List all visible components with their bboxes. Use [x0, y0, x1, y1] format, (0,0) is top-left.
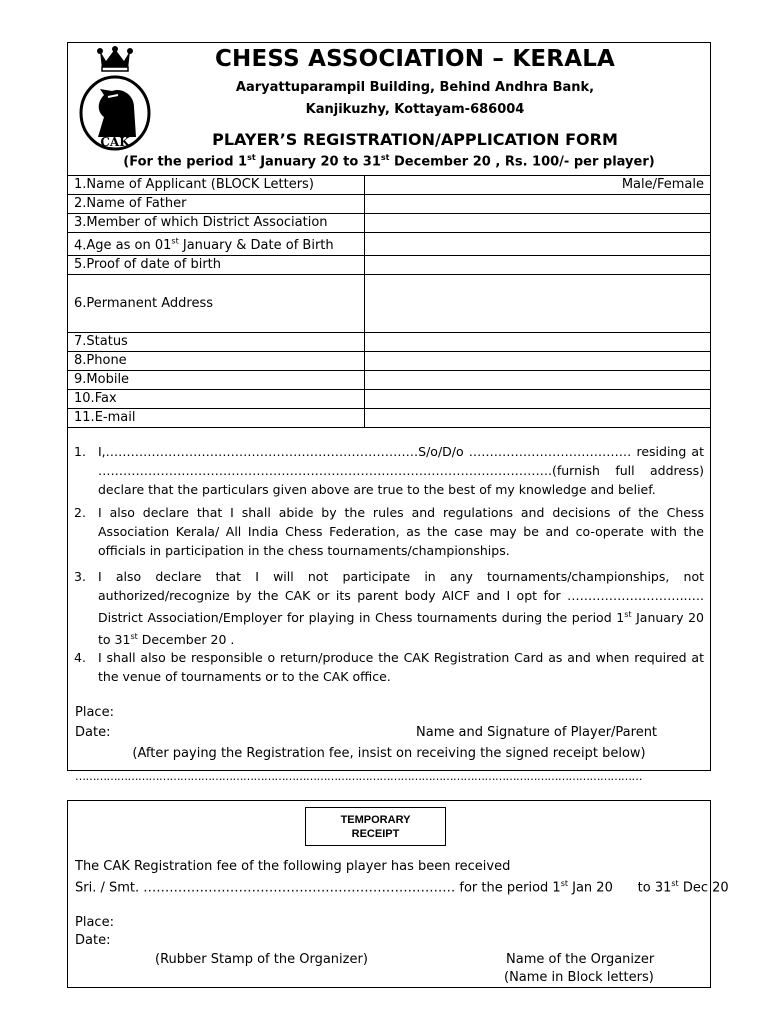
field-label: Mobile: [86, 372, 130, 388]
receipt-date-label: Date:: [75, 933, 111, 948]
dob-proof-field[interactable]: [365, 256, 711, 275]
declaration-2: 2. I also declare that I shall abide by the rules and regulations and decisions of the Chess Association Kerala/ All India Chess Federation, as the case may be and co-operate with the officials in participation in the chess tournaments/championships.: [74, 505, 704, 558]
field-label: Name of Father: [86, 196, 187, 211]
field-label: Age as on 01st January & Date of Birth: [86, 237, 334, 254]
table-row: 9.Mobile: [68, 371, 711, 390]
table-row: 8.Phone: [68, 352, 711, 371]
association-title: CHESS ASSOCIATION – KERALA: [214, 46, 616, 72]
organizer-block-letters-label: (Name in Block letters): [504, 970, 654, 985]
date-label: Date:: [75, 725, 111, 740]
address-line-1: Aaryattuparampil Building, Behind Andhra Bank,: [235, 80, 595, 95]
table-row: 6.Permanent Address: [68, 275, 711, 333]
fax-field[interactable]: [365, 390, 711, 409]
receipt-place-label: Place:: [75, 915, 114, 930]
email-field[interactable]: [365, 409, 711, 428]
table-row: 2.Name of Father: [68, 195, 711, 214]
field-label: Phone: [86, 353, 127, 369]
district-association-field[interactable]: [365, 214, 711, 233]
table-row: 5.Proof of date of birth: [68, 256, 711, 275]
field-label: Fax: [94, 391, 117, 407]
declaration-1: 1. I,…………………………………………………………………S/o/D/o ………………………………… residing at ……………………………………………………………………………………………….(furnish full address) declare that the particulars given above are true to the best of my knowledge and belief.: [74, 444, 704, 497]
temporary-receipt-box: TEMPORARY RECEIPT: [305, 807, 446, 846]
field-label: Name of Applicant (BLOCK Letters): [86, 177, 314, 192]
declaration-3: 3. I also declare that I will not participate in any tournaments/championships, not authorized/recognize by the CAK or its parent body AICF and I opt for ………………………..…. District Association/Employer for playing in Chess tournaments during the period 1st January 20 to 31st December 20 .: [74, 569, 704, 648]
gender-option: Male/Female: [621, 177, 704, 192]
logo-text: CAK: [100, 135, 130, 149]
applicant-fields-table: [67, 175, 711, 428]
field-label: Status: [86, 334, 128, 350]
applicant-name-field[interactable]: [365, 176, 711, 195]
permanent-address-field[interactable]: [365, 275, 711, 333]
organizer-name-label: Name of the Organizer: [506, 952, 655, 967]
address-line-2: Kanjikuzhy, Kottayam-686004: [305, 102, 525, 117]
age-dob-field[interactable]: [365, 233, 711, 256]
chess-knight-logo-icon: [78, 45, 152, 151]
table-row: 3.Member of which District Association: [68, 214, 711, 233]
place-label: Place:: [75, 705, 114, 720]
declaration-4: 4. I shall also be responsible o return/produce the CAK Registration Card as and when required at the venue of tournaments or to the CAK office.: [74, 650, 704, 684]
table-row: 7.Status: [68, 333, 711, 352]
field-label: E-mail: [94, 410, 136, 426]
table-row: 11.E-mail: [68, 409, 711, 428]
table-row: 4.Age as on 01st January & Date of Birth: [68, 233, 711, 256]
mobile-field[interactable]: [365, 371, 711, 390]
phone-field[interactable]: [365, 352, 711, 371]
field-label: Permanent Address: [86, 295, 214, 311]
receipt-line-2: Sri. / Smt. ……………………………………………………………… for the period 1st Jan 20 to 31st Dec 20: [75, 879, 729, 896]
receipt-line-1: The CAK Registration fee of the following player has been received: [75, 859, 511, 874]
rubber-stamp-label: (Rubber Stamp of the Organizer): [155, 952, 368, 967]
table-row: 1.Name of Applicant (BLOCK Letters) Male/Female: [68, 176, 711, 195]
signature-label: Name and Signature of Player/Parent: [416, 725, 658, 740]
father-name-field[interactable]: [365, 195, 711, 214]
table-row: 10.Fax: [68, 390, 711, 409]
field-label: Member of which District Association: [86, 215, 328, 230]
cut-line: ………………………………………………………………………………………………………………………………………………: [75, 770, 642, 783]
receipt-note: (After paying the Registration fee, insist on receiving the signed receipt below): [132, 746, 646, 761]
form-title: PLAYER’S REGISTRATION/APPLICATION FORM: [212, 130, 618, 149]
status-field[interactable]: [365, 333, 711, 352]
period-line: (For the period 1st January 20 to 31st December 20 , Rs. 100/- per player): [123, 153, 655, 170]
field-label: Proof of date of birth: [86, 257, 222, 273]
